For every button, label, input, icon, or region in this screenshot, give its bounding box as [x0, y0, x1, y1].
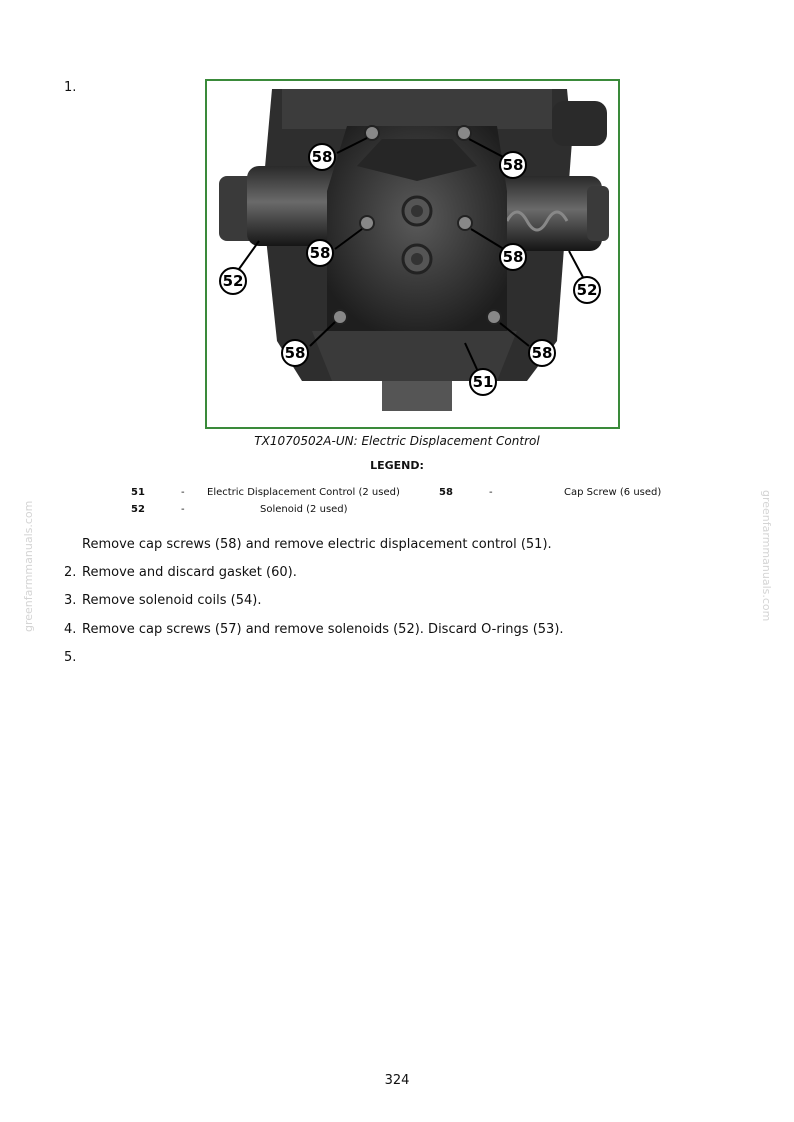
- step-number-3: 3.: [64, 593, 77, 608]
- callout-51: [470, 369, 496, 395]
- step-number-1: 1.: [64, 80, 77, 95]
- watermark-right: greenfarmmanuals.com: [760, 490, 773, 622]
- svg-text:58: 58: [311, 148, 333, 166]
- legend-title: LEGEND:: [370, 459, 424, 472]
- svg-text:52: 52: [222, 272, 244, 290]
- svg-text:52: 52: [576, 281, 598, 299]
- svg-text:58: 58: [309, 244, 331, 262]
- legend-number-58: 58: [439, 487, 453, 498]
- svg-text:58: 58: [284, 344, 306, 362]
- callout-58-top-left: [309, 144, 335, 170]
- svg-text:51: 51: [472, 373, 494, 391]
- instruction-step-2: Remove and discard gasket (60).: [82, 565, 297, 580]
- step-number-5: 5.: [64, 650, 77, 665]
- instruction-step-3: Remove solenoid coils (54).: [82, 593, 262, 608]
- callout-52-right: [574, 277, 600, 303]
- callout-58-middle-left: [307, 240, 333, 266]
- svg-text:58: 58: [502, 156, 524, 174]
- legend-text-52: Solenoid (2 used): [260, 504, 348, 515]
- legend-dash: -: [489, 487, 493, 498]
- figure-caption: TX1070502A-UN: Electric Displacement Control: [254, 434, 540, 448]
- callout-58-bottom-left: [282, 340, 308, 366]
- legend-text-58: Cap Screw (6 used): [564, 487, 662, 498]
- legend-text-51: Electric Displacement Control (2 used): [207, 487, 400, 498]
- legend-number-51: 51: [131, 487, 145, 498]
- svg-text:58: 58: [531, 344, 553, 362]
- instruction-step-1: Remove cap screws (58) and remove electric displacement control (51).: [82, 537, 552, 552]
- callout-58-top-right: [500, 152, 526, 178]
- watermark-left: greenfarmmanuals.com: [22, 500, 35, 632]
- step-number-2: 2.: [64, 565, 77, 580]
- callout-58-bottom-right: [529, 340, 555, 366]
- legend-dash: -: [181, 504, 185, 515]
- step-number-4: 4.: [64, 622, 77, 637]
- figure-photo: [207, 81, 618, 427]
- figure-electric-displacement-control: [205, 79, 620, 429]
- instruction-step-4: Remove cap screws (57) and remove solenoids (52). Discard O-rings (53).: [82, 622, 564, 637]
- legend-number-52: 52: [131, 504, 145, 515]
- callout-52-left: [220, 268, 246, 294]
- legend-dash: -: [181, 487, 185, 498]
- svg-text:58: 58: [502, 248, 524, 266]
- callout-58-middle-right: [500, 244, 526, 270]
- page-number: 324: [384, 1073, 410, 1088]
